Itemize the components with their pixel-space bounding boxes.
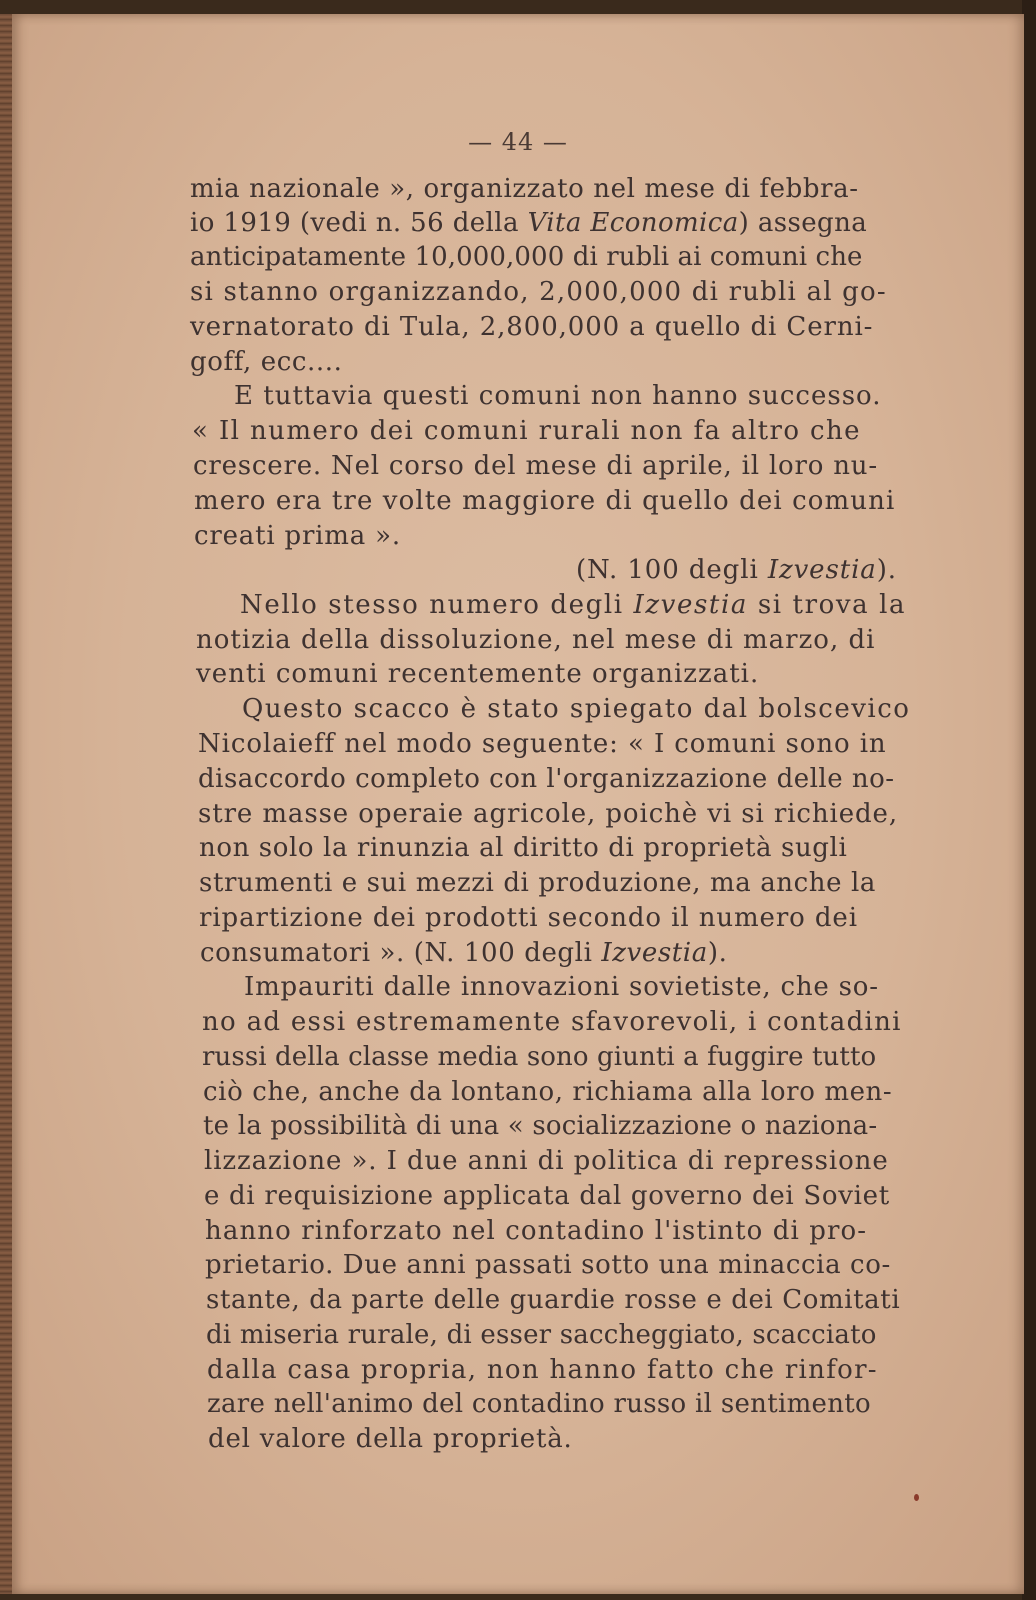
text-line: zare nell'animo del contadino russo il sentimento (207, 1389, 871, 1419)
text-line: no ad essi estremamente sfavorevoli, i contadini (202, 1007, 902, 1037)
text-line: Impauriti dalle innovazioni sovietiste, che so- (244, 972, 879, 1002)
text-line: io 1919 (vedi n. 56 della Vita Economica) assegna (190, 208, 868, 238)
periodical-title: Izvestia (633, 590, 748, 620)
text-line: dalla casa propria, non hanno fatto che rinfor- (207, 1355, 878, 1385)
text-line: te la possibilità di una « socializzazione o naziona- (203, 1111, 878, 1141)
text-line: Nello stesso numero degli Izvestia si trova la (240, 590, 907, 620)
periodical-title: Izvestia (767, 555, 877, 585)
text-line: prietario. Due anni passati sotto una minaccia co- (205, 1250, 891, 1280)
text-line: crescere. Nel corso del mese di aprile, il loro nu- (193, 451, 878, 481)
text-line: vernatorato di Tula, 2,800,000 a quello di Cerni- (190, 312, 874, 342)
text-line: di miseria rurale, di esser saccheggiato, scacciato (206, 1320, 877, 1350)
text-line: disaccordo completo con l'organizzazione delle no- (198, 764, 895, 794)
text-line: E tuttavia questi comuni non hanno successo. (234, 381, 882, 411)
ink-spot (914, 1494, 919, 1501)
text-line: stante, da parte delle guardie rosse e dei Comitati (206, 1285, 901, 1315)
body-text (12, 14, 1024, 1594)
text-line: anticipatamente 10,000,000 di rubli ai comuni che (190, 242, 863, 272)
periodical-title: Izvestia (601, 938, 708, 968)
text-line: hanno rinforzato nel contadino l'istinto di pro- (205, 1216, 868, 1246)
text-line: russi della classe media sono giunti a fuggire tutto (202, 1042, 877, 1072)
text-line: del valore della proprietà. (208, 1424, 573, 1454)
text-line: Questo scacco è stato spiegato dal bolscevico (242, 694, 911, 724)
book-edge (1022, 0, 1036, 1600)
text-line: ripartizione dei prodotti secondo il numero dei (199, 903, 858, 933)
text-line: mero era tre volte maggiore di quello dei comuni (194, 486, 896, 516)
text-line: strumenti e sui mezzi di produzione, ma anche la (199, 868, 877, 898)
text-line: venti comuni recentemente organizzati. (196, 659, 760, 689)
text-line: consumatori ». (N. 100 degli Izvestia). (200, 938, 728, 968)
text-line: (N. 100 degli Izvestia). (576, 555, 897, 585)
text-line: mia nazionale », organizzato nel mese di febbra- (190, 174, 859, 204)
page-number: — 44 — (468, 128, 568, 156)
text-line: ciò che, anche da lontano, richiama alla loro men- (203, 1077, 893, 1107)
text-line: si stanno organizzando, 2,000,000 di rubli al go- (190, 277, 887, 307)
text-line: stre masse operaie agricole, poichè vi si richiede, (198, 799, 898, 829)
text-line: Nicolaieff nel modo seguente: « I comuni sono in (198, 729, 887, 759)
text-line: goff, ecc.... (190, 347, 343, 377)
text-line: lizzazione ». I due anni di politica di repressione (204, 1146, 889, 1176)
periodical-title: Vita Economica (527, 208, 739, 238)
book-page (12, 14, 1024, 1594)
text-line: notizia della dissoluzione, nel mese di marzo, di (196, 625, 876, 655)
text-line: non solo la rinunzia al diritto di proprietà sugli (199, 833, 848, 863)
text-line: « Il numero dei comuni rurali non fa altro che (192, 416, 861, 446)
text-line: e di requisizione applicata dal governo dei Soviet (204, 1181, 890, 1211)
text-line: creati prima ». (194, 521, 401, 551)
